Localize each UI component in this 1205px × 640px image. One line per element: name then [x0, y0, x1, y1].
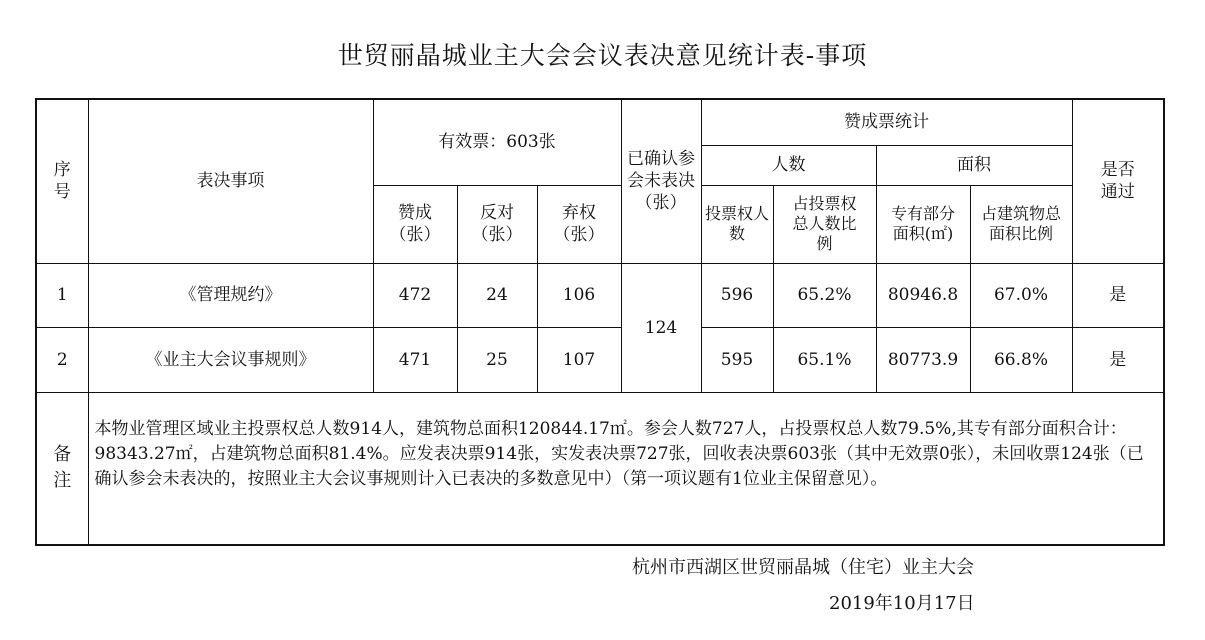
notes-row	[36, 392, 1164, 545]
row-passed: 是	[1072, 327, 1164, 392]
row-seq: 1	[36, 263, 88, 327]
row-seq: 2	[36, 327, 88, 392]
header-unconfirmed: 已确认参会未表决（张）	[621, 99, 701, 263]
row-voter-ratio: 65.1%	[773, 327, 876, 392]
table-row	[36, 263, 1164, 327]
row-area-ratio: 67.0%	[970, 263, 1072, 327]
row-approve: 472	[373, 263, 457, 327]
header-abstain: 弃权（张）	[537, 185, 621, 263]
header-area: 面积	[876, 145, 1072, 185]
notes-label: 备注	[36, 392, 88, 545]
unconfirmed-value: 124	[621, 263, 701, 392]
row-item: 《管理规约》	[88, 263, 373, 327]
header-oppose: 反对（张）	[457, 185, 537, 263]
header-valid-votes: 有效票：603张	[373, 99, 621, 185]
row-abstain: 106	[537, 263, 621, 327]
notes-text: 本物业管理区域业主投票权总人数914人，建筑物总面积120844.17㎡。参会人数727人，占投票权总人数79.5%,其专有部分面积合计：98343.27㎡，占建筑物总面积81.4%。应发表决票914张，实发表决票727张，回收表决票603张（其中无效票0张），未回收票124张（已确认参会未表决的，按照业主大会议事规则计入已表决的多数意见中）（第一项议题有1位业主保留意见）。	[88, 392, 1164, 545]
row-passed: 是	[1072, 263, 1164, 327]
header-voter-count: 投票权人数	[701, 185, 773, 263]
header-passed: 是否通过	[1072, 99, 1164, 263]
table-row	[36, 327, 1164, 392]
header-approve: 赞成（张）	[373, 185, 457, 263]
header-exclusive-area: 专有部分面积(㎡)	[876, 185, 970, 263]
row-oppose: 24	[457, 263, 537, 327]
row-voter-ratio: 65.2%	[773, 263, 876, 327]
row-exclusive-area: 80946.8	[876, 263, 970, 327]
header-persons: 人数	[701, 145, 876, 185]
row-voter-count: 596	[701, 263, 773, 327]
header-approve-stats: 赞成票统计	[701, 99, 1072, 145]
row-approve: 471	[373, 327, 457, 392]
header-area-ratio: 占建筑物总面积比例	[970, 185, 1072, 263]
footer-date: 2019年10月17日	[829, 593, 975, 614]
header-voter-ratio: 占投票权总人数比例	[773, 185, 876, 263]
row-oppose: 25	[457, 327, 537, 392]
row-abstain: 107	[537, 327, 621, 392]
footer-organization: 杭州市西湖区世贸丽晶城（住宅）业主大会	[632, 557, 974, 578]
document-title: 世贸丽晶城业主大会会议表决意见统计表-事项	[337, 41, 868, 70]
row-area-ratio: 66.8%	[970, 327, 1072, 392]
vote-statistics-table	[35, 98, 1165, 546]
header-item: 表决事项	[88, 99, 373, 263]
row-item: 《业主大会议事规则》	[88, 327, 373, 392]
row-voter-count: 595	[701, 327, 773, 392]
header-seq: 序号	[36, 99, 88, 263]
row-exclusive-area: 80773.9	[876, 327, 970, 392]
